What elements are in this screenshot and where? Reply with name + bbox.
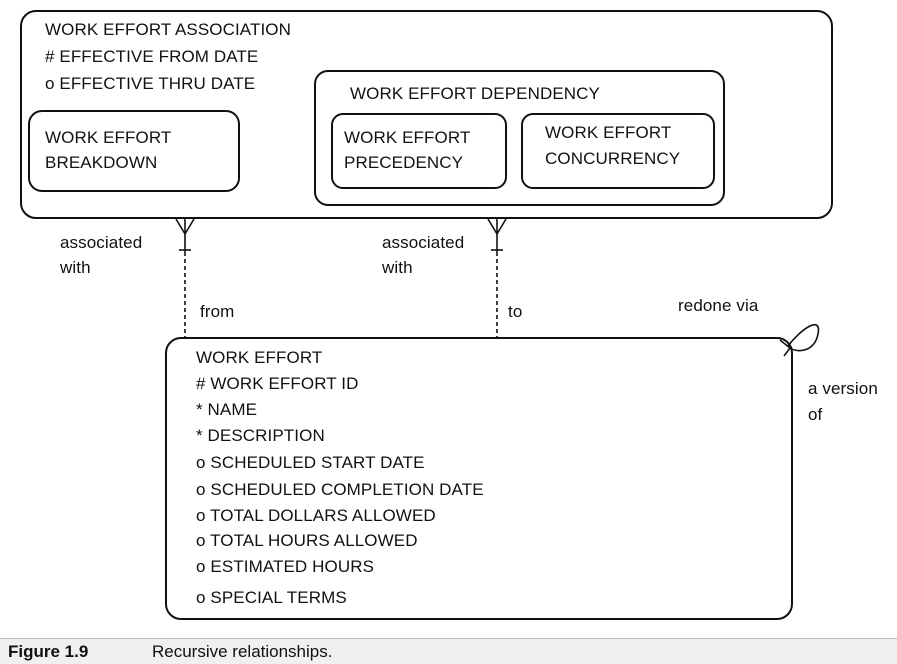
association-attr-effective-from: # EFFECTIVE FROM DATE bbox=[45, 47, 259, 66]
left-with-label: with bbox=[60, 258, 91, 277]
work-effort-title: WORK EFFORT bbox=[196, 348, 323, 367]
breakdown-line-1: WORK EFFORT bbox=[45, 128, 172, 147]
concurrency-line-2: CONCURRENCY bbox=[545, 149, 681, 168]
breakdown-line-2: BREAKDOWN bbox=[45, 153, 158, 172]
association-title: WORK EFFORT ASSOCIATION bbox=[45, 20, 291, 39]
work-effort-attr-estimated-hours: o ESTIMATED HOURS bbox=[196, 557, 375, 576]
work-effort-attr-description: * DESCRIPTION bbox=[196, 426, 325, 445]
work-effort-attr-total-dollars: o TOTAL DOLLARS ALLOWED bbox=[196, 506, 436, 525]
precedency-line-2: PRECEDENCY bbox=[344, 153, 464, 172]
from-label: from bbox=[200, 302, 235, 321]
concurrency-line-1: WORK EFFORT bbox=[545, 123, 672, 142]
to-label: to bbox=[508, 302, 523, 321]
right-with-label: with bbox=[382, 258, 413, 277]
work-effort-attr-total-hours: o TOTAL HOURS ALLOWED bbox=[196, 531, 418, 550]
recursive-loop-line bbox=[788, 325, 818, 351]
figure-caption bbox=[0, 638, 897, 664]
figure-label: Figure 1.9 bbox=[8, 642, 89, 661]
right-associated-label: associated bbox=[382, 233, 465, 252]
redone-via-label: redone via bbox=[678, 296, 759, 315]
association-attr-effective-thru: o EFFECTIVE THRU DATE bbox=[45, 74, 256, 93]
a-version-label: a version bbox=[808, 379, 878, 398]
work-effort-attr-scheduled-completion: o SCHEDULED COMPLETION DATE bbox=[196, 480, 484, 499]
of-label: of bbox=[808, 405, 823, 424]
left-associated-label: associated bbox=[60, 233, 143, 252]
work-effort-attr-scheduled-start: o SCHEDULED START DATE bbox=[196, 453, 425, 472]
work-effort-attr-id: # WORK EFFORT ID bbox=[196, 374, 359, 393]
work-effort-attr-name: * NAME bbox=[196, 400, 258, 419]
figure-caption-text: Recursive relationships. bbox=[152, 642, 333, 661]
dependency-title: WORK EFFORT DEPENDENCY bbox=[350, 84, 600, 103]
work-effort-attr-special-terms: o SPECIAL TERMS bbox=[196, 588, 347, 607]
precedency-line-1: WORK EFFORT bbox=[344, 128, 471, 147]
